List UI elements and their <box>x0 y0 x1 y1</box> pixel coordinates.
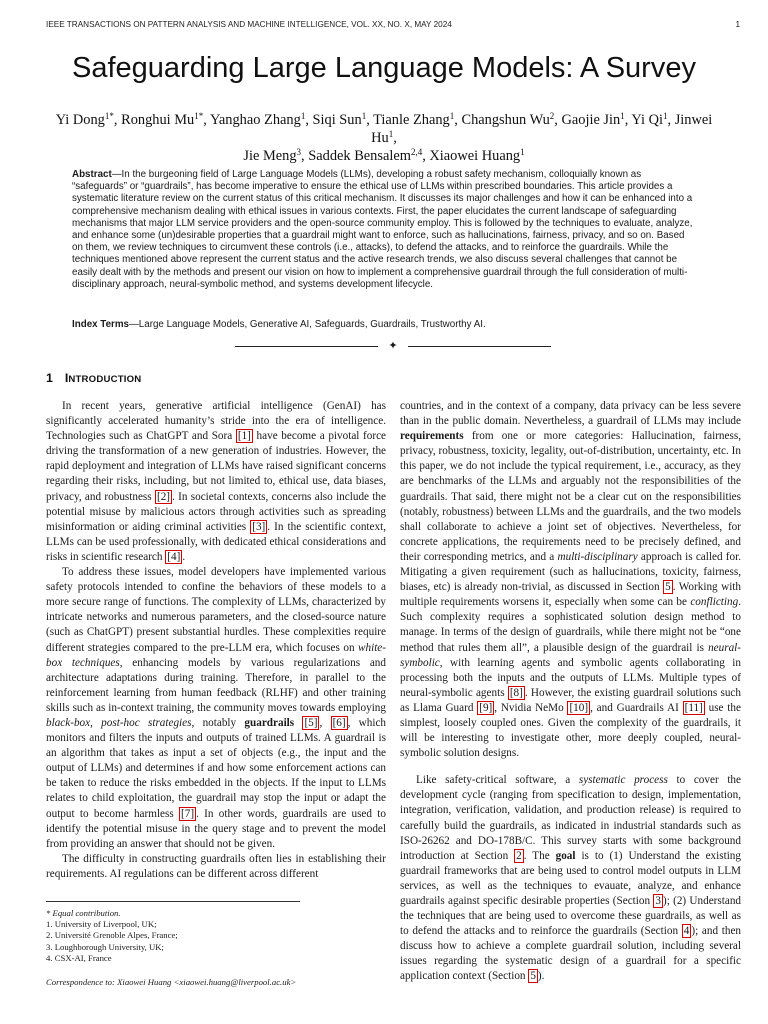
author-affiliation-mark: 1 <box>663 111 668 121</box>
paragraph: To address these issues, model developers have implemented various safety protocols intended to confine the behaviors of these models to a more secure range of functions. The complexity of LLMs, characterized by intricate networks and numerous parameters, and the closed-source nature (such as ChatGPT) present substantial hurdles. These complexities require different strategies compared to the pre-LLM era, which focuses on white-box techniques, enhancing models by various regularizations and architecture adaptations during training. Therefore, in parallel to the reinforcement learning from human feedback (RLHF) and other training skills such as in-context training, the community moves towards employing black-box, post-hoc strategies, notably guardrails [5] , [6] , which monitors and filters the inputs and outputs of trained LLMs. A guardrail is an algorithm that takes as input a set of objects (e.g., the input and the output of LLMs) and determines if and how some enforcement actions can be taken to reduce the risks embedded in the objects. If the input to LLMs relates to child exploitation, the guardrail may stop the input or adapt the output to become harmless [7] . In other words, guardrails are used to identify the potential misuse in the query stage and to prevent the model from providing an answer that should not be given. <box>46 566 387 850</box>
author-affiliation-mark: 1 <box>449 111 455 121</box>
citation-link[interactable]: 3 <box>655 895 661 907</box>
author-name: Jie Meng <box>243 148 297 164</box>
citation-link[interactable]: [9] <box>479 701 493 714</box>
author-name: Yi Dong <box>55 112 105 128</box>
section-number: 1 <box>46 371 53 385</box>
author-affiliation-mark: 1 <box>520 147 525 157</box>
paragraph: Like safety-critical software, a systematic process to cover the development cycle (ranging from specification to design, implementation, integration, verification, validation, and production release) is required to carefully build the guardrails, as indicated in industrial standards such as ISO-26262 and DO-178B/C. This survey starts with some background introduction at Section 2 . The goal is to (1) Understand the existing guardrail frameworks that are being used to control model outputs in LLM services, as well as the techniques to evauate, analyze, and enhance guardrails against specific desirable properties (Section 3 ); (2) Understand the techniques that are being used to overcome these guardrails, as well as to defend the attacks and to reinforce the guardrails (Section 4 ); and then discuss how to achieve a complete guardrail solution, including several issues regarding the systematic design of a guardrail for a specific application context (Section 5 ). <box>400 774 742 983</box>
citation-link[interactable]: [10] <box>569 701 589 714</box>
abstract-text: —In the burgeoning field of Large Language Models (LLMs), developing a robust safety mechanism, colloquially known as “safeguards” or “guardrails”, has become imperative to ensure the ethical use of LLMs within prescribed boundaries. This article provides a systematic literature review on the current status of this critical mechanism. It discusses its major challenges and how it can be enhanced into a comprehensive mechanism dealing with ethical issues in various contexts. First, the paper elucidates the current landscape of safeguarding mechanisms that major LLM service providers and the open-source community employ. This is followed by the techniques to evaluate, analyze, and enhance some (un)desirable properties that a guardrail might want to enforce, such as hallucinations, fairness, privacy, and so on. Based on them, we review techniques to circumvent these controls (i.e., attacks), to defend the attacks, and to reinforce the guardrails. While the techniques mentioned above represent the current status and the active research trends, we also discuss several challenges that cannot be easily dealt with by the methods and present our vision on how to implement a comprehensive guardrail through the full consideration of multi-disciplinary approach, neural-symbolic method, and systems development lifecycle. <box>72 169 693 290</box>
emphasis: black-box, post-hoc strategies <box>46 716 192 729</box>
citation-link[interactable]: [11] <box>684 701 703 714</box>
equal-contribution-note: * Equal contribution. <box>46 908 121 918</box>
emphasis: systematic process <box>578 774 668 787</box>
bold-term: requirements <box>400 430 464 443</box>
emphasis: white-box techniques <box>46 641 386 669</box>
author-affiliation-mark: 1 <box>620 111 625 121</box>
author-name: Changshun Wu <box>461 112 550 128</box>
divider-line-left <box>235 346 378 347</box>
section-divider <box>235 339 551 351</box>
emphasis: neural-symbolic <box>400 641 741 669</box>
author-affiliation-mark: 2,4 <box>410 147 423 157</box>
author-affiliation-mark: 1 <box>361 111 367 121</box>
paper-title: Safeguarding Large Language Models: A Survey <box>72 52 696 84</box>
citation-link[interactable]: 5 <box>530 970 536 983</box>
index-terms-label: Index Terms <box>72 319 129 330</box>
citation-link[interactable]: 2 <box>516 849 522 862</box>
author-name: Yi Qi <box>631 112 663 128</box>
author-line-1: Yi Dong$^{1*}$, Ronghui $Mu^{1*}$, Yanghao Zhang$^1$, Siqi Sun$^1$, Tianle Zhang$^1$, Changshun Wu$^2$, Gaojie Jin$^1$, Yi Qi$^1$, Jinwei Hu$^1$, <box>55 111 713 146</box>
paragraph: countries, and in the context of a company, data privacy can be less severe than in the public domain. Nevertheless, a guardrail of LLMs may include requirements from one or more categories: Hallucination, fairness, privacy, robustness, toxicity, legality, out-of-distribution, uncertainty, etc. In this paper, we do not include the typical requirement, i.e., accuracy, as they are benchmarks of the LLMs and arguably not the responsibilities of the guardrails. That said, there might not be a clear cut on the responsibilities (notably, robustness) between LLMs and the guardrails, and the two models shall collaborate to achieve a joint set of objectives. Nevertheless, for concrete applications, the requirements need to be precisely defined, and their corresponding metrics, and a multi-disciplinary approach is called for. Mitigating a given requirement (such as hallucinations, toxicity, fairness, biases, etc) is already non-trivial, as discussed in Section 5 . Working with multiple requirements worsens it, especially when some can be conflicting. Such complexity requires a sophisticated solution design method to manage. In terms of the design of guardrails, while there might not be “one method that rules them all”, a plausible design of the guardrail is neural-symbolic, with learning agents and symbolic agents collaborating in processing both the inputs and the outputs of LLMs. Multiple types of neural-symbolic agents [8] . However, the existing guardrail solutions such as Llama Guard [9] , Nvidia NeMo [10] , and Guardrails AI [11] use the simplest, loosely coupled ones. Given the complexity of the guardrails, it will be interesting to investigate other, more deeply coupled, neural-symbolic solution designs. <box>400 400 742 760</box>
running-header <box>46 20 740 32</box>
citation-link[interactable]: 4 <box>683 925 690 938</box>
divider-line-right <box>408 346 551 347</box>
bold-term: guardrails <box>244 716 295 729</box>
section-heading-introduction <box>46 371 141 387</box>
affiliation-2: 2. Université Grenoble Alpes, France; <box>46 930 178 941</box>
author-name: Gaojie Jin <box>561 112 621 128</box>
author-affiliation-mark: 3 <box>296 147 302 157</box>
author-name: Ronghui Mu <box>121 112 195 128</box>
author-affiliation-mark: 1 <box>388 129 394 139</box>
author-affiliation-mark: 2 <box>549 111 555 121</box>
divider-ornament-icon: ✦ <box>388 339 398 352</box>
author-name: Saddek Bensalem <box>308 148 411 164</box>
footnote-rule <box>46 901 300 902</box>
author-line-2: Jie Meng$^3$, Saddek Bensalem$^{2,4}$, Xiaowei Huang$^1$ <box>243 147 525 164</box>
citation-link[interactable]: [3] <box>252 520 266 533</box>
abstract <box>72 169 696 291</box>
journal-name: IEEE TRANSACTIONS ON PATTERN ANALYSIS AND MACHINE INTELLIGENCE, VOL. XX, NO. X, MAY 2024 <box>46 20 452 29</box>
author-list <box>44 111 724 165</box>
citation-link[interactable]: [6] <box>332 716 346 729</box>
bold-term: goal <box>555 849 576 862</box>
index-terms <box>72 319 696 331</box>
citation-link[interactable]: [2] <box>156 490 171 503</box>
paragraph: The difficulty in constructing guardrails often lies in establishing their requirements. AI regulations can be different across different <box>46 852 386 880</box>
author-name: Xiaowei Huang <box>429 148 521 164</box>
footnotes <box>46 908 386 964</box>
affiliation-1: 1. University of Liverpool, UK; <box>46 919 157 930</box>
author-affiliation-mark: 1* <box>104 111 114 121</box>
left-column <box>46 399 386 882</box>
emphasis: conflicting <box>690 596 739 609</box>
author-name: Yanghao Zhang <box>209 112 301 128</box>
section-title-rest: NTRODUCTION <box>68 374 142 385</box>
citation-link[interactable]: 5 <box>665 581 671 594</box>
index-terms-text: —Large Language Models, Generative AI, Safeguards, Guardrails, Trustworthy AI. <box>129 319 486 330</box>
citation-link[interactable]: [7] <box>181 807 195 820</box>
abstract-label: Abstract <box>72 169 112 180</box>
author-name: Tianle Zhang <box>373 112 450 128</box>
author-affiliation-mark: 1 <box>300 111 306 121</box>
author-affiliation-mark: 1* <box>194 111 204 121</box>
citation-link[interactable]: [1] <box>237 430 251 443</box>
page-number: 1 <box>735 20 740 29</box>
paragraph: In recent years, generative artificial intelligence (GenAI) has significantly accelerated humanity’s stride into the era of intelligence. Technologies such as ChatGPT and Sora [1] have become a pivotal force driving the transformation of a new generation of industries. However, the rapid deployment and integration of LLMs have raised significant concerns regarding their risks, including, but not limited to, ethical use, data biases, privacy, and robustness [2] . In societal contexts, concerns also include the potential misuse by malicious actors through activities such as spreading misinformation or aiding criminal activities [3] . In the scientific context, LLMs can be used professionally, with dedicated ethical considerations and risks in scientific research [4] . <box>46 400 386 563</box>
emphasis: multi-disciplinary <box>557 550 638 563</box>
author-name: Jinwei Hu <box>371 112 713 146</box>
section-title-initial: I <box>64 371 69 385</box>
right-column <box>400 399 741 985</box>
citation-link[interactable]: [4] <box>167 550 181 563</box>
affiliation-3: 3. Loughborough University, UK; <box>46 941 164 952</box>
correspondence-note: Correspondence to: Xiaowei Huang <xiaowei.huang@liverpool.ac.uk> <box>46 977 297 987</box>
author-name: Siqi Sun <box>312 112 362 128</box>
citation-link[interactable]: [8] <box>509 686 523 699</box>
affiliation-4: 4. CSX-AI, France <box>46 952 112 963</box>
citation-link[interactable]: [5] <box>304 716 318 729</box>
